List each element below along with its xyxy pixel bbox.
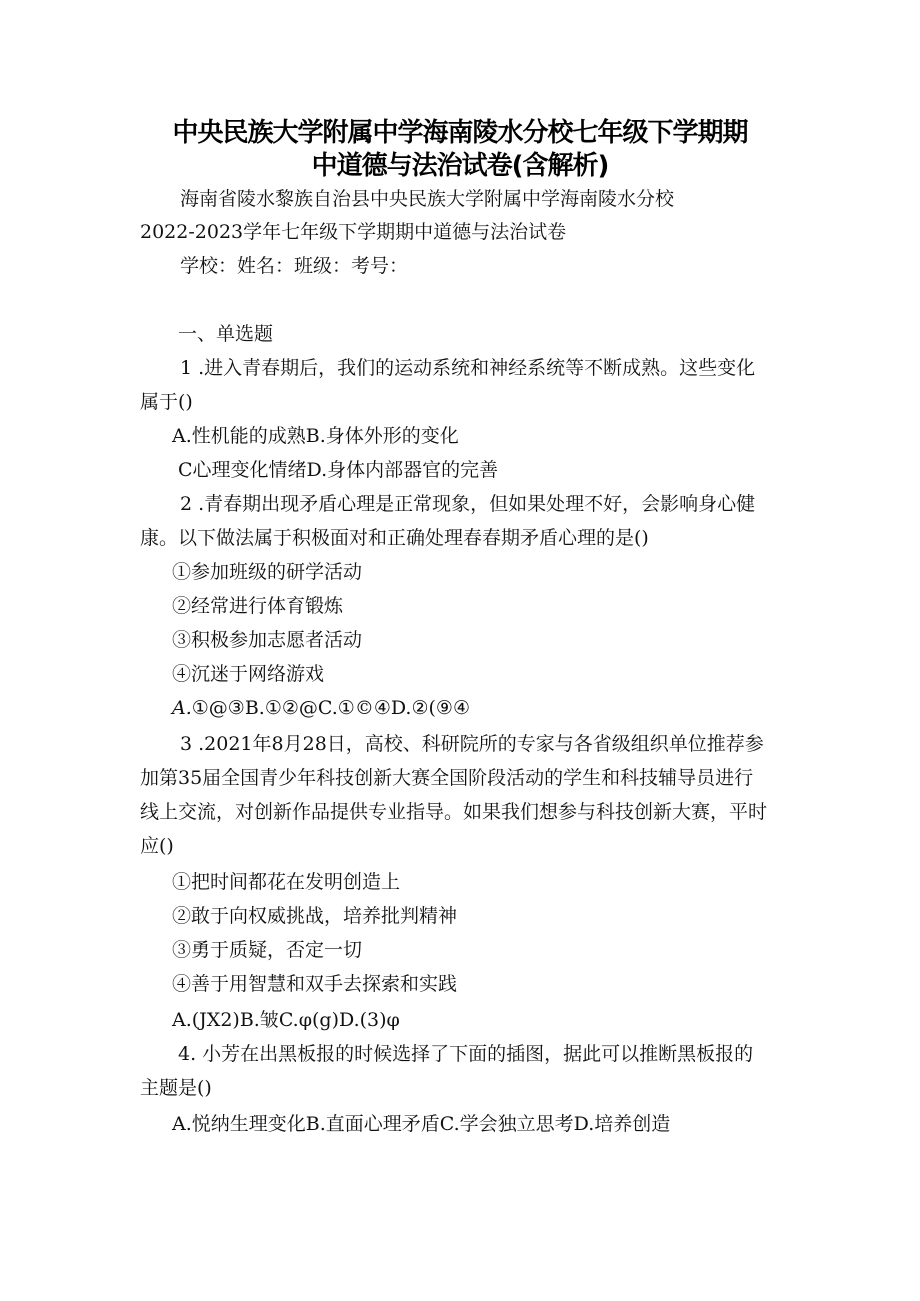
q2-item-1: ①参加班级的研学活动 (172, 561, 363, 583)
q2-options-lead: A. (172, 697, 192, 719)
q3-stem-line1: 3 .2021年8月28日，高校、科研院所的专家与各省级组织单位推荐参 (180, 733, 764, 755)
q2-item-4: ④沉迷于网络游戏 (172, 663, 325, 685)
q2-options (172, 695, 470, 721)
student-info-line: 学校：姓名：班级：考号： (180, 255, 409, 277)
q4-stem-line1: 4. 小芳在出黑板报的时候选择了下面的插图，据此可以推断黑板报的 (178, 1043, 754, 1065)
q3-stem-line2: 加第35届全国青少年科技创新大赛全国阶段活动的学生和科技辅导员进行 (140, 767, 754, 789)
q1-options-line2: C心理变化情绪D.身体内部器官的完善 (178, 459, 499, 481)
q1-options-line1: A.性机能的成熟B.身体外形的变化 (172, 425, 459, 447)
q1-stem-line1: 1 .进入青春期后，我们的运动系统和神经系统等不断成熟。这些变化 (180, 357, 756, 379)
q2-stem-line1: 2 .青春期出现矛盾心理是正常现象，但如果处理不好，会影响身心健 (180, 493, 756, 515)
q4-options: A.悦纳生理变化B.直面心理矛盾C.学会独立思考D.培养创造 (172, 1113, 671, 1135)
q2-item-2: ②经常进行体育锻炼 (172, 595, 344, 617)
q3-stem-line4: 应() (140, 835, 174, 857)
school-name-line: 海南省陵水黎族自治县中央民族大学附属中学海南陵水分校 (180, 188, 675, 210)
document-title-line2: 中道德与法治试卷(含解析) (311, 151, 609, 181)
section-heading: 一、单选题 (178, 323, 274, 345)
q4-stem-line2: 主题是() (140, 1077, 212, 1099)
q3-item-4: ④善于用智慧和双手去探索和实践 (172, 973, 458, 995)
q2-options-rest: ①@③B.①②@C.①©④D.②(⑨④ (191, 697, 470, 719)
document-title-line1: 中央民族大学附属中学海南陵水分校七年级下学期期 (172, 118, 748, 148)
q2-item-3: ③积极参加志愿者活动 (172, 629, 363, 651)
q3-options: A.(JX2)B.皱C.φ(g)D.(3)φ (172, 1009, 400, 1031)
q2-stem-line2: 康。以下做法属于积极面对和正确处理春春期矛盾心理的是() (140, 527, 649, 549)
q3-item-3: ③勇于质疑，否定一切 (172, 939, 363, 961)
q1-stem-line2: 属于() (140, 391, 193, 413)
q3-item-2: ②敢于向权威挑战，培养批判精神 (172, 905, 458, 927)
q3-item-1: ①把时间都花在发明创造上 (172, 871, 401, 893)
q3-stem-line3: 线上交流，对创新作品提供专业指导。如果我们想参与科技创新大赛，平时 (140, 801, 768, 823)
exam-name-line: 2022-2023学年七年级下学期期中道德与法治试卷 (140, 221, 567, 243)
